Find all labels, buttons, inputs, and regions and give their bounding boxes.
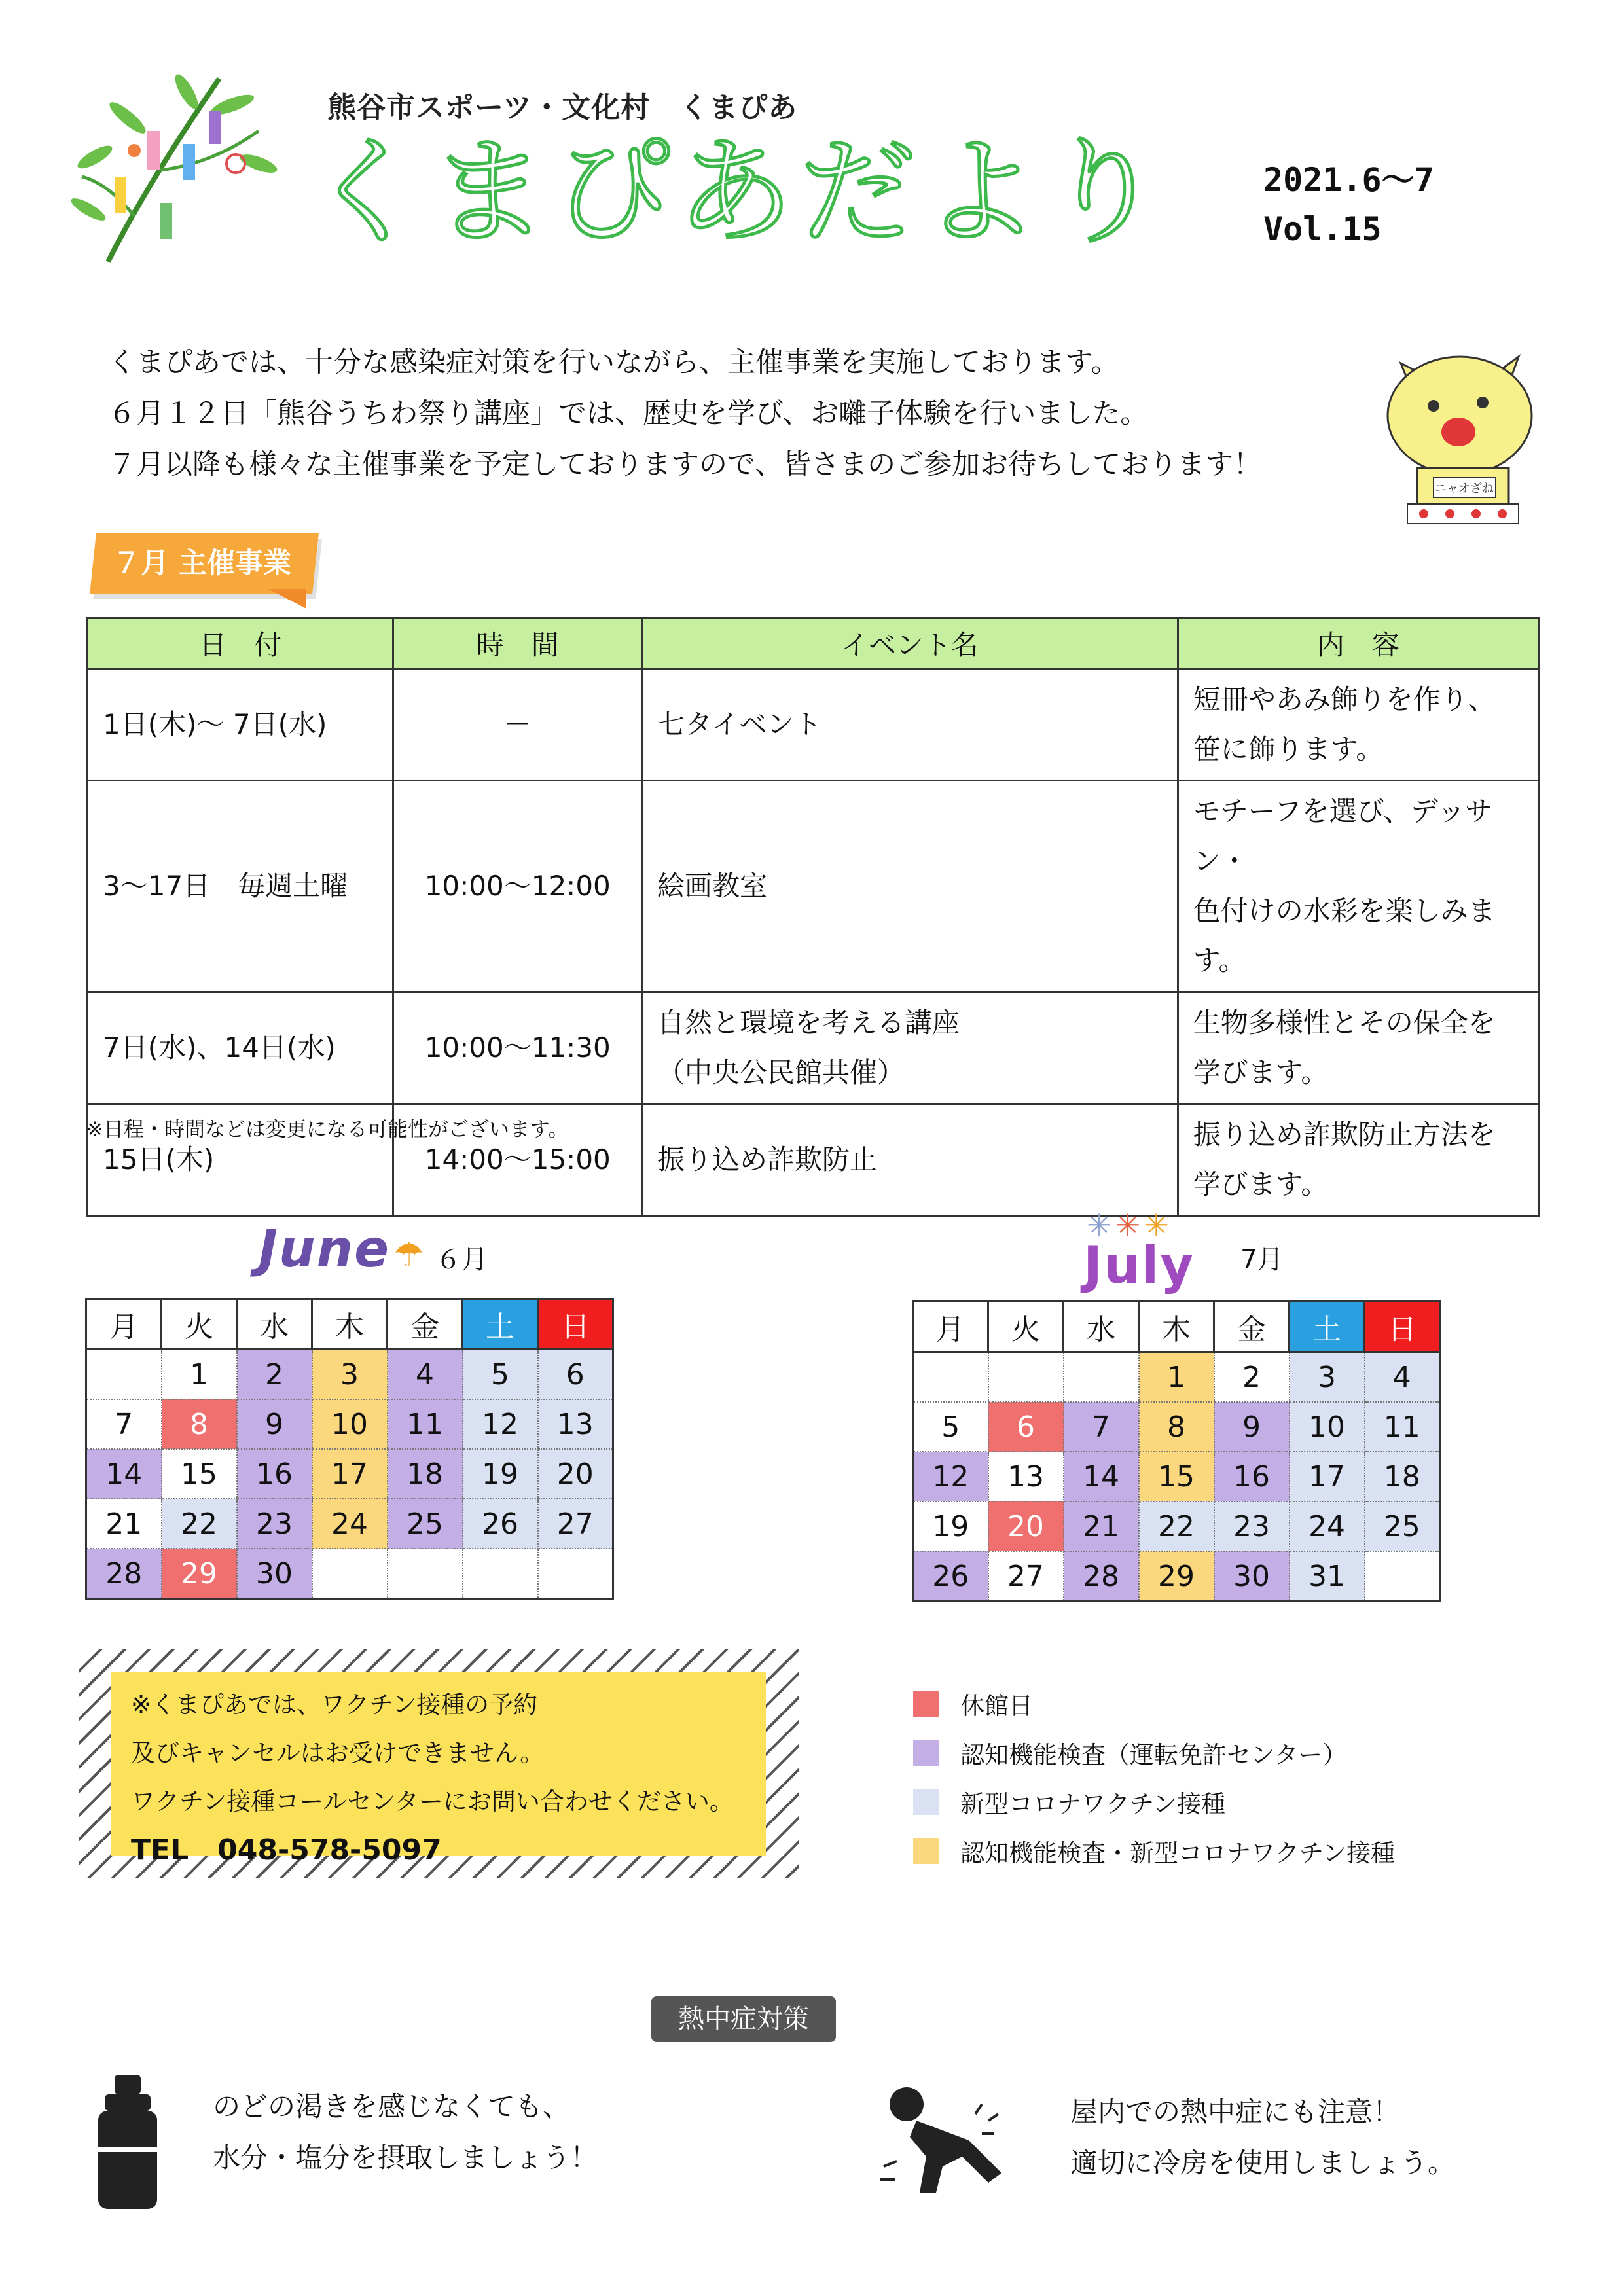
issue-date: 2021.6～7 — [1263, 161, 1434, 199]
event-content-line: 学びます。 — [1193, 1056, 1329, 1088]
event-date: 1日(木)～ 7日(水) — [88, 669, 393, 781]
mascot-badge: ニャオざね — [1435, 482, 1494, 495]
calendar-day: 26 — [913, 1551, 988, 1602]
calendar-day: 2 — [237, 1350, 312, 1400]
calendar-day: 7 — [86, 1399, 162, 1449]
calendar-day: 24 — [1290, 1501, 1365, 1551]
tanabata-bamboo-illustration — [69, 65, 285, 268]
weekday-header: 金 — [388, 1299, 463, 1350]
event-date: 7日(水)、14日(水) — [88, 992, 393, 1104]
vaccine-notice-text — [131, 1681, 734, 1874]
notice-line: ワクチン接種コールセンターにお問い合わせください。 — [131, 1787, 734, 1816]
calendar-day: 21 — [86, 1499, 162, 1549]
calendar-day: 27 — [538, 1499, 613, 1549]
calendar-day: 14 — [86, 1449, 162, 1499]
calendar-day: 3 — [1290, 1352, 1365, 1403]
heat-line: 屋内での熱中症にも注意！ — [1070, 2096, 1401, 2128]
calendar-day: 24 — [312, 1499, 388, 1549]
calendar-day: 12 — [463, 1399, 538, 1449]
calendar-day: 21 — [1064, 1501, 1139, 1551]
calendar-day — [913, 1352, 988, 1403]
organization-name: 熊谷市スポーツ・文化村 くまぴあ — [327, 91, 798, 124]
weekday-header: 火 — [988, 1302, 1064, 1352]
calendar-day: 15 — [1139, 1452, 1214, 1501]
calendar-day — [388, 1549, 463, 1599]
legend-swatch — [913, 1740, 939, 1766]
calendar-legend — [913, 1679, 1395, 1875]
calendar-day: 11 — [388, 1399, 463, 1449]
fireworks-icon: ✳ — [1115, 1208, 1141, 1243]
calendar-day: 29 — [1139, 1551, 1214, 1602]
event-date: 15日(木) — [88, 1104, 393, 1216]
calendar-day: 5 — [463, 1350, 538, 1400]
calendar-week — [86, 1549, 613, 1599]
calendar-day: 8 — [162, 1399, 237, 1449]
legend-item — [913, 1826, 1395, 1875]
calendar-day: 2 — [1214, 1352, 1290, 1403]
calendar-day: 27 — [988, 1551, 1064, 1602]
legend-label: 新型コロナワクチン接種 — [960, 1789, 1226, 1818]
calendar-day: 14 — [1064, 1452, 1139, 1501]
calendar-day: 15 — [162, 1449, 237, 1499]
calendar-day: 1 — [1139, 1352, 1214, 1403]
event-content — [1178, 1104, 1538, 1216]
calendar-day: 18 — [388, 1449, 463, 1499]
calendar-day: 4 — [388, 1350, 463, 1400]
calendar-day: 18 — [1365, 1452, 1440, 1501]
event-time: 10:00～11:30 — [393, 992, 642, 1104]
event-name — [642, 669, 1178, 781]
calendar-day — [312, 1549, 388, 1599]
july-label: 7月 — [1240, 1245, 1284, 1275]
calendar-week — [913, 1452, 1440, 1501]
calendar-day: 5 — [913, 1402, 988, 1452]
calendar-day: 7 — [1064, 1402, 1139, 1452]
legend-item — [913, 1679, 1395, 1728]
weekday-header: 木 — [1139, 1302, 1214, 1352]
event-name — [642, 992, 1178, 1104]
calendar-day: 11 — [1365, 1402, 1440, 1452]
event-content-line: す。 — [1193, 944, 1246, 977]
header-date: 日 付 — [88, 619, 393, 669]
heatstroke-hydration-text — [213, 2081, 598, 2183]
legend-label: 認知機能検査（運転免許センター） — [960, 1740, 1347, 1769]
june-word: June — [259, 1220, 390, 1279]
weekday-header: 火 — [162, 1299, 237, 1350]
july-calendar — [912, 1300, 1441, 1602]
intro-line: くまぴあでは、十分な感染症対策を行いながら、主催事業を実施しております。 — [108, 346, 1119, 379]
heatstroke-indoor-text — [1070, 2087, 1455, 2189]
weekday-header: 土 — [463, 1299, 538, 1350]
weekday-header: 日 — [538, 1299, 613, 1350]
calendar-day: 16 — [1214, 1452, 1290, 1501]
event-content — [1178, 992, 1538, 1104]
weekday-header: 水 — [237, 1299, 312, 1350]
calendar-day: 13 — [988, 1452, 1064, 1501]
issue-volume: Vol.15 — [1263, 210, 1382, 248]
calendar-day: 19 — [913, 1501, 988, 1551]
event-content-line: 生物多様性とその保全を — [1193, 1007, 1496, 1039]
notice-phone: TEL 048-578-5097 — [131, 1833, 442, 1867]
water-bottle-icon — [95, 2075, 160, 2212]
weekday-header: 日 — [1365, 1302, 1440, 1352]
calendar-week — [86, 1449, 613, 1499]
event-name-line: 七タイベント — [657, 708, 822, 740]
event-time: 10:00～12:00 — [393, 781, 642, 992]
calendar-day: 20 — [538, 1449, 613, 1499]
event-content-line: 短冊やあみ飾りを作り、 — [1193, 683, 1496, 715]
vaccine-notice — [79, 1649, 799, 1878]
event-name-line: 絵画教室 — [657, 870, 768, 902]
intro-line: ７月以降も様々な主催事業を予定しておりますので、皆さまのご参加お待ちしております！ — [108, 448, 1262, 481]
section-tag-july-events — [90, 533, 319, 594]
event-name — [642, 781, 1178, 992]
calendar-day: 17 — [1290, 1452, 1365, 1501]
calendar-day: 13 — [538, 1399, 613, 1449]
calendar-week — [86, 1399, 613, 1449]
event-content-line: 色付けの水彩を楽しみま — [1193, 895, 1496, 927]
event-content-line: モチーフを選び、デッサン・ — [1193, 795, 1493, 877]
calendar-day: 10 — [312, 1399, 388, 1449]
weekday-header: 土 — [1290, 1302, 1365, 1352]
july-word: July — [1083, 1236, 1195, 1295]
calendar-day: 6 — [988, 1402, 1064, 1452]
collapsed-person-icon — [877, 2075, 1034, 2199]
calendar-day: 4 — [1365, 1352, 1440, 1403]
calendar-day: 19 — [463, 1449, 538, 1499]
notice-line: ※くまぴあでは、ワクチン接種の予約 — [131, 1691, 538, 1719]
calendar-day: 23 — [237, 1499, 312, 1549]
calendar-day: 9 — [237, 1399, 312, 1449]
legend-item — [913, 1728, 1395, 1777]
calendar-day: 20 — [988, 1501, 1064, 1551]
notice-line: 及びキャンセルはお受けできません。 — [131, 1739, 545, 1767]
event-name-line: （中央公民館共催） — [657, 1056, 905, 1088]
event-date: 3～17日 毎週土曜 — [88, 781, 393, 992]
table-note: ※日程・時間などは変更になる可能性がございます。 — [86, 1118, 569, 1141]
calendar-week — [913, 1402, 1440, 1452]
calendar-day: 10 — [1290, 1402, 1365, 1452]
intro-line: ６月１２日「熊谷うちわ祭り講座」では、歴史を学び、お囃子体験を行いました。 — [108, 397, 1149, 430]
calendar-day: 8 — [1139, 1402, 1214, 1452]
june-heading — [259, 1220, 424, 1279]
june-label: ６月 — [435, 1245, 488, 1275]
heat-line: のどの渇きを感じなくても、 — [213, 2090, 571, 2123]
legend-item — [913, 1777, 1395, 1826]
calendar-day — [86, 1350, 162, 1400]
weekday-header: 月 — [86, 1299, 162, 1350]
header-time: 時 間 — [393, 619, 642, 669]
calendar-week — [913, 1352, 1440, 1403]
calendar-week — [86, 1350, 613, 1400]
event-time: 14:00～15:00 — [393, 1104, 642, 1216]
legend-swatch — [913, 1789, 939, 1815]
event-content — [1178, 781, 1538, 992]
events-table-header — [88, 619, 1539, 669]
legend-swatch — [913, 1838, 939, 1864]
calendar-day: 30 — [237, 1549, 312, 1599]
event-content — [1178, 669, 1538, 781]
legend-swatch — [913, 1691, 939, 1717]
calendar-day: 6 — [538, 1350, 613, 1400]
event-row — [88, 992, 1539, 1104]
newsletter-title: くまぴあだより — [308, 124, 1169, 260]
calendar-day: 25 — [388, 1499, 463, 1549]
section-tag-label: ７月 主催事業 — [113, 547, 291, 580]
calendar-day: 29 — [162, 1549, 237, 1599]
june-calendar — [85, 1298, 614, 1600]
section-tag-tail — [268, 589, 306, 609]
calendar-week — [86, 1499, 613, 1549]
weekday-header: 木 — [312, 1299, 388, 1350]
event-row — [88, 669, 1539, 781]
calendar-day — [1365, 1551, 1440, 1602]
event-name-line: 自然と環境を考える講座 — [657, 1007, 960, 1039]
intro-text — [108, 337, 1261, 490]
fireworks-icon: ✳ — [1144, 1208, 1169, 1243]
calendar-day: 16 — [237, 1449, 312, 1499]
heat-line: 適切に冷房を使用しましょう。 — [1070, 2147, 1456, 2179]
calendar-day: 22 — [1139, 1501, 1214, 1551]
calendar-day — [538, 1549, 613, 1599]
mascot-illustration — [1362, 337, 1564, 533]
header-event-name: イベント名 — [642, 619, 1178, 669]
calendar-day: 28 — [1064, 1551, 1139, 1602]
calendar-week — [913, 1501, 1440, 1551]
weekday-header: 月 — [913, 1302, 988, 1352]
heat-line: 水分・塩分を摂取しましょう！ — [213, 2142, 598, 2174]
fireworks-icon: ✳ — [1087, 1208, 1112, 1243]
calendar-day: 12 — [913, 1452, 988, 1501]
legend-label: 休館日 — [960, 1691, 1033, 1720]
event-row — [88, 781, 1539, 992]
weekday-header: 水 — [1064, 1302, 1139, 1352]
event-name-line: 振り込め詐欺防止 — [657, 1143, 878, 1175]
event-content-line: 学びます。 — [1193, 1168, 1329, 1200]
heatstroke-section-title: 熱中症対策 — [651, 1996, 836, 2042]
event-name — [642, 1104, 1178, 1216]
calendar-day — [463, 1549, 538, 1599]
calendar-day: 25 — [1365, 1501, 1440, 1551]
legend-label: 認知機能検査・新型コロナワクチン接種 — [960, 1839, 1396, 1867]
calendar-day: 23 — [1214, 1501, 1290, 1551]
event-content-line: 振り込め詐欺防止方法を — [1193, 1119, 1496, 1151]
header-content: 内 容 — [1178, 619, 1538, 669]
calendar-day: 3 — [312, 1350, 388, 1400]
calendar-day: 31 — [1290, 1551, 1365, 1602]
calendar-day: 28 — [86, 1549, 162, 1599]
calendar-day: 1 — [162, 1350, 237, 1400]
calendar-week — [913, 1551, 1440, 1602]
event-content-line: 笹に飾ります。 — [1193, 733, 1384, 765]
calendar-day: 22 — [162, 1499, 237, 1549]
calendar-day — [988, 1352, 1064, 1403]
calendar-day: 30 — [1214, 1551, 1290, 1602]
calendar-day — [1064, 1352, 1139, 1403]
event-time: － — [393, 669, 642, 781]
weekday-header: 金 — [1214, 1302, 1290, 1352]
calendar-day: 9 — [1214, 1402, 1290, 1452]
umbrella-icon: ☂ — [393, 1236, 424, 1275]
calendar-day: 17 — [312, 1449, 388, 1499]
calendar-day: 26 — [463, 1499, 538, 1549]
